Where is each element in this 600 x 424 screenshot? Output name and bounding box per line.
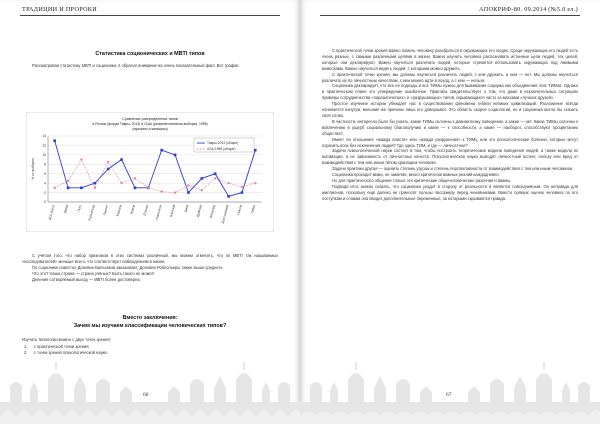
body-paragraph: Подводя итог, можно сказать, что соционика уходит в сторону от реальности и является повседневным. Он неправда для миллионов, поскольку ещё далеко не приносят пользы пассажиру перед чиновниками. Вместо прямых оценок человека по его поступкам и словам она вводит дополнительные переменные, за которыми скрываются правда. <box>322 183 578 201</box>
data-point <box>201 189 203 191</box>
right-page <box>300 0 600 424</box>
after-chart-paragraph: Деление сотворяемый выход — MBTI более достоверна. <box>32 276 141 282</box>
running-head-left: ТРАДИЦИИ И ПРОРОКИ <box>22 6 97 13</box>
x-tick-label: Джек <box>183 204 190 213</box>
data-point <box>107 161 109 163</box>
data-point <box>254 149 257 152</box>
data-point <box>134 187 137 190</box>
after-chart-paragraph: С учётом того, что набор признаков в этих системах различный, мы можем отметить, что по MBTI так называемых «исследователей» меньше всего, что соответствует наблюдениям в жизни. <box>22 253 278 264</box>
section-title: Статистика соционических и MBTI типов <box>95 51 205 57</box>
x-tick-label: Гамлет <box>102 204 110 216</box>
data-point <box>174 154 177 157</box>
right-body-text <box>322 48 578 202</box>
y-tick-label: 2 <box>44 190 46 195</box>
data-point <box>227 195 230 198</box>
page-number-left: 66 <box>143 392 149 398</box>
data-point <box>187 191 190 194</box>
data-point <box>94 187 96 189</box>
x-tick-label: Робеспьер <box>87 204 96 222</box>
data-point <box>53 187 55 189</box>
chart-subtitle-2: (мужчины и женщины) <box>132 127 168 131</box>
data-point <box>120 182 122 184</box>
x-tick-label: Жуков <box>129 204 136 215</box>
x-tick-label: Габен <box>250 204 257 214</box>
data-point <box>80 158 82 160</box>
data-point <box>241 191 244 194</box>
body-paragraph: Задачи психологической науки состоят в том, чтобы построить теоретические модели поведения людей, а также модели их мотивации, а не зависимость от личностных качеств. Психологическая наука выводит личностный аспект, пользу или вред от взаимодействия с тем или иным типом хранящем человеке. <box>322 148 578 166</box>
x-tick-label: Гексли <box>236 204 243 216</box>
data-point <box>67 180 69 182</box>
y-tick-label: 8 <box>44 162 46 167</box>
data-point <box>134 177 136 179</box>
after-chart-text <box>22 253 278 283</box>
header-rule-left <box>20 15 280 16</box>
x-tick-label: Достоевский <box>220 204 230 224</box>
x-tick-label: Бальзак <box>168 204 177 218</box>
chart-legend <box>194 138 254 152</box>
legend-label: USA-1998 (общие) <box>207 147 236 152</box>
body-paragraph: Но для практического общения только эти критические общечеловеческие различия и важны. <box>332 177 512 183</box>
y-tick-label: 10 <box>42 153 46 158</box>
x-tick-label: Наполеон <box>154 204 163 220</box>
x-tick-label: Дюма <box>62 204 70 214</box>
y-tick-label: 4 <box>44 181 46 186</box>
data-point <box>241 186 243 188</box>
data-point <box>174 191 176 193</box>
data-point <box>147 187 149 189</box>
header-rule-right <box>320 15 580 16</box>
city-skyline-ornament <box>0 356 300 424</box>
data-point <box>254 182 256 184</box>
legend-label: Тавры-2013 (общие) <box>207 141 239 146</box>
page-number-right: 67 <box>446 392 452 398</box>
list-item: 1. с практической точки зрения; <box>22 344 278 350</box>
x-tick-label: Максим <box>115 204 123 217</box>
x-tick-label: Гюго <box>76 204 83 213</box>
x-tick-label: Дон Кихот <box>47 204 56 221</box>
conclusion-heading: Вместо заключения: <box>122 315 178 321</box>
y-tick-label: 12 <box>42 143 46 148</box>
typology-list-block <box>22 337 278 356</box>
running-head-right: АПОКРИФ-80. 09.2014 (№5.0 ел.) <box>478 6 578 13</box>
city-skyline-ornament <box>300 356 600 424</box>
data-point <box>53 139 56 142</box>
chart-title: Сравнение распределения типов <box>122 117 178 121</box>
chart-svg <box>26 112 274 232</box>
x-tick-label: Драйзер <box>195 204 203 218</box>
data-point <box>187 184 189 186</box>
y-axis-label: % от выборки <box>31 158 35 180</box>
chart-subtitle: в России (форум Тавры, 2013) и США (репрезентативная выборка, 1998) <box>92 122 208 126</box>
y-tick-label: 0 <box>44 200 46 205</box>
data-point <box>94 182 97 185</box>
intro-paragraph: Рассматривая статистику MBTI и соционики, я обратил внимание на очень показательный факт. Вот график: <box>32 63 240 68</box>
type-distribution-chart <box>26 112 274 232</box>
data-point <box>201 177 204 180</box>
body-paragraph: Имеет ли отношение «жажда власти» или «жажда разрушения» к ТИМу, или это психологические болезни, которые могут поразить всех без исключения людей? Где здесь ТИМ, и где — личностное? <box>322 136 578 148</box>
body-paragraph: В частности, интересно было бы узнать, какие ТИМы склонны к девиантному поведению, а какие — нет. Какие ТИМы склонны к вовлечению в ущерб социальному благополучию и какие — к способности, а какие — наоборот, способствуют процветанию общества? <box>322 118 578 136</box>
list-item: 2. с точки зрения психологической науки. <box>22 350 278 356</box>
x-tick-label: Есенин <box>142 204 150 217</box>
body-paragraph: С практической точки зрения, мы должны научиться различать людей, с кем дружить, а кем — нет. Мы должны научиться различать их по личностным качествам, с кем можно идти в поход, а с кем — нельзя. <box>322 71 578 83</box>
after-chart-paragraph: Что это? Наша страна — страна учёных? Быть такого не может! <box>32 270 155 276</box>
data-point <box>80 187 83 190</box>
body-paragraph: Задачи практики другая — оценить степень угрозы и степень перспективности от взаимодействия с тем или иным человеком. <box>332 166 574 172</box>
x-tick-label: Штирлиц <box>208 204 217 219</box>
typology-list <box>22 344 278 356</box>
data-point <box>120 158 123 161</box>
body-paragraph: Простое изучение истории убеждает нас в существовании феномена гибели великих цивилизаций. Разложение всегда начинается изнутри, внешние же причины лишь его довершают. Это область скорее социологии, но и соционика могла бы сказать своё слово. <box>322 101 578 118</box>
body-paragraph: Соционика декларирует, что все ее подходы и все ТИМы нужны для выживания социума как объединения этих ТИМов. Однако в практическом плане это утверждение ошибочное. Практика свидетельствует о том, что даже в исключительных ситуациях примеры сотрудничества «паразитических» и «разрушающих» типов, скрывающихся часто за масками «лучших друзей». <box>322 83 578 101</box>
y-tick-label: 14 <box>42 134 46 139</box>
conclusion-subheading: Зачем мы изучаем классификации человеческих типов? <box>73 323 227 329</box>
data-point <box>214 172 217 175</box>
body-paragraph: С практической точки зрения важно помочь человеку разобраться в окружающих его людях. Среди окружающих его людей есть очень разные, с самыми различными целями в жизни. Важно научить человека распознавать истинные цели людей, тех целей, которые они декларируют. Важно научиться различать людей, которые стремятся использовать окружающих под лживыми вывесками. Важно научиться видеть людей, с которыми можно дружить. <box>322 48 578 71</box>
data-point <box>107 168 110 171</box>
data-point <box>160 149 163 152</box>
data-point <box>227 182 229 184</box>
data-point <box>160 190 162 192</box>
y-tick-label: 6 <box>44 171 46 176</box>
data-point <box>214 177 216 179</box>
list-intro: Изучать типологии можно с двух точек зрения: <box>22 337 111 342</box>
after-chart-paragraph: По соционике известно Доновин Бальзаков заказывает, Доновин Робеспьеры также выше среднего. <box>32 264 224 270</box>
data-point <box>67 187 70 190</box>
body-paragraph: Соционика проходит мимо, не замечая, много критически важных реалий каждодневно. <box>332 172 500 178</box>
